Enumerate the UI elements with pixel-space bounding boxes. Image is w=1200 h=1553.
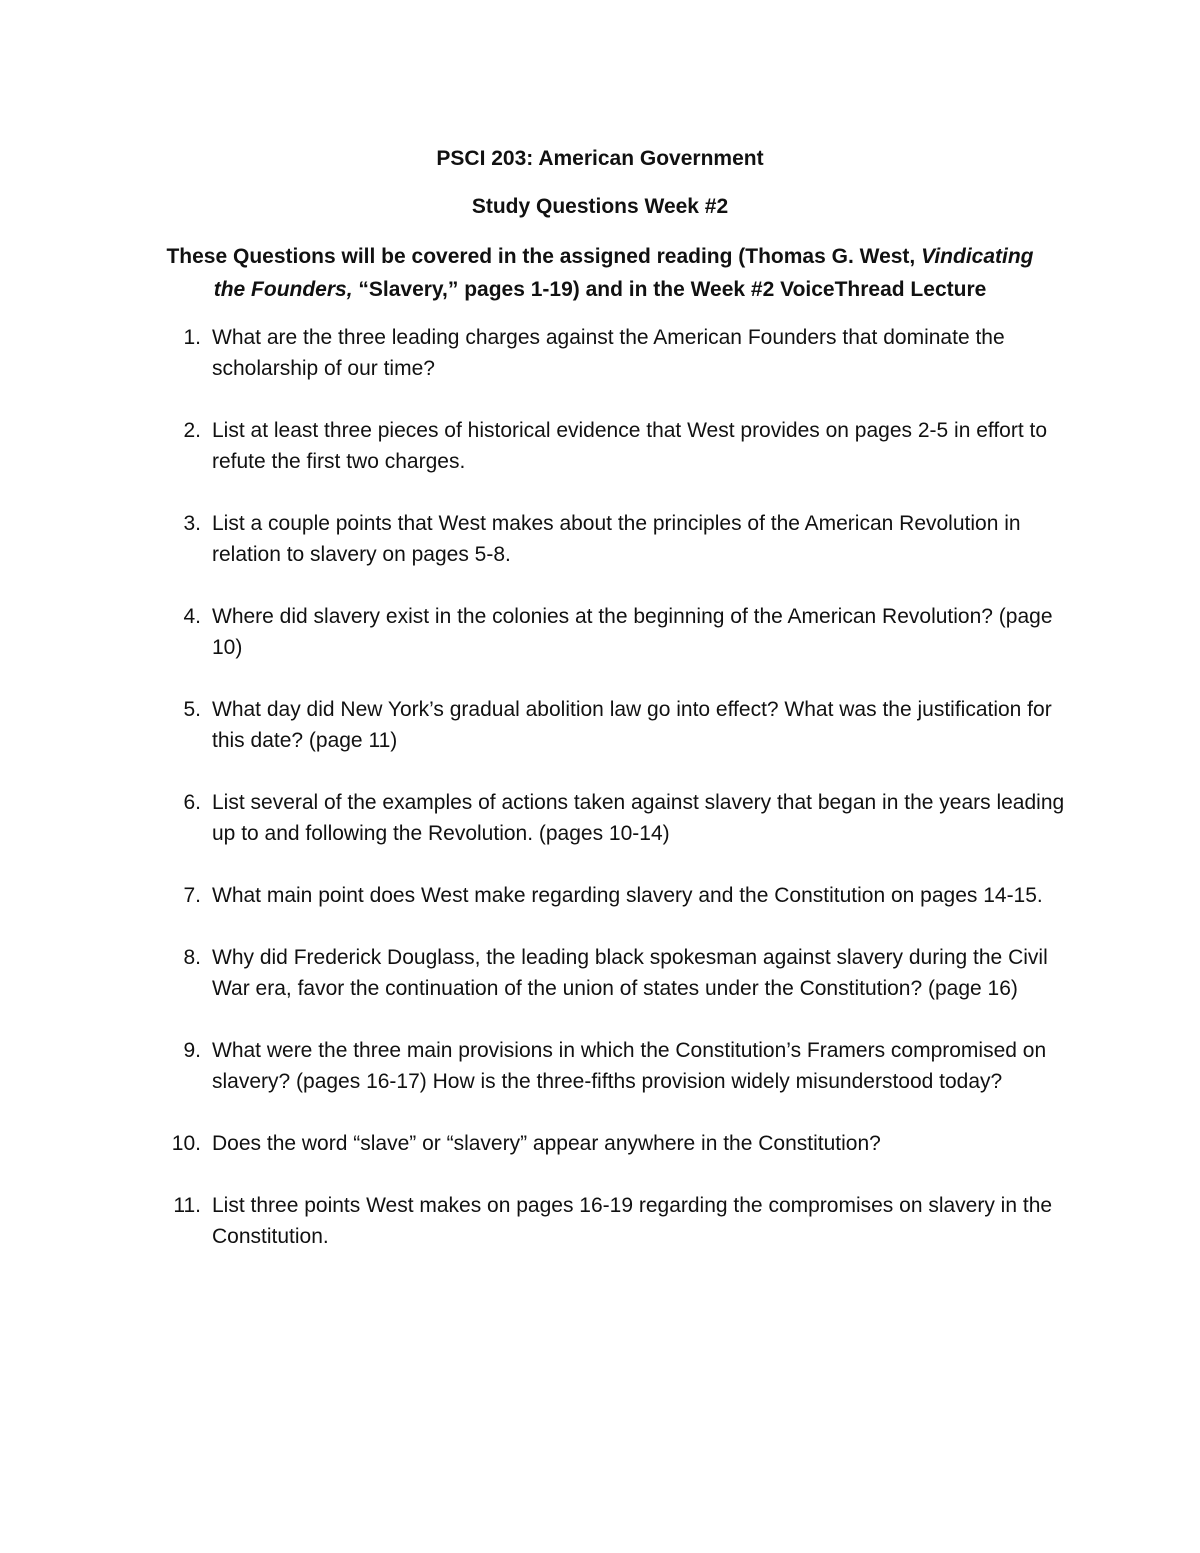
question-item [0,601,1200,663]
question-item [0,415,1200,477]
question-item [0,322,1200,384]
question-text: List three points West makes on pages 16-19 regarding the compromises on slavery in the Constitution. [212,1194,1053,1248]
question-number: 7. [183,884,201,907]
question-number: 4. [183,605,201,628]
question-text: Does the word “slave” or “slavery” appear anywhere in the Constitution? [212,1132,881,1155]
question-item [0,1128,1200,1159]
question-text: List at least three pieces of historical evidence that West provides on pages 2-5 in effort to refute the first two charges. [212,419,1048,473]
question-number: 2. [183,419,201,442]
question-item [0,880,1200,911]
question-text: Where did slavery exist in the colonies at the beginning of the American Revolution? (page 10) [212,605,1053,659]
intro-text-part2: “Slavery,” pages 1-19) and in the Week #2 VoiceThread Lecture [352,278,987,301]
question-number: 11. [173,1194,201,1217]
intro-book-title-part2: the Founders, [213,278,353,301]
question-item [0,942,1200,1004]
intro-text-part1: These Questions will be covered in the assigned reading (Thomas G. West, [166,245,922,268]
question-text: What were the three main provisions in which the Constitution’s Framers compromised on slavery? (pages 16-17) How is the three-fifths provision widely misunderstood today? [212,1039,1047,1093]
question-text: What day did New York’s gradual abolition law go into effect? What was the justification for this date? (page 11) [212,698,1052,752]
question-text: List several of the examples of actions taken against slavery that began in the years leading up to and following the Revolution. (pages 10-14) [212,791,1065,845]
question-item [0,694,1200,756]
question-text: What main point does West make regarding slavery and the Constitution on pages 14-15. [212,884,1043,907]
question-item [0,787,1200,849]
question-list [0,322,1200,1283]
question-number: 8. [183,946,201,969]
question-item [0,508,1200,570]
question-text: What are the three leading charges against the American Founders that dominate the scholarship of our time? [212,326,1005,380]
intro-line-2 [0,274,1200,306]
question-number: 5. [183,698,201,721]
question-text: Why did Frederick Douglass, the leading black spokesman against slavery during the Civil War era, favor the continuation of the union of states under the Constitution? (page 16) [212,946,1048,1000]
question-text: List a couple points that West makes about the principles of the American Revolution in relation to slavery on pages 5-8. [212,512,1021,566]
question-number: 9. [183,1039,201,1062]
question-item [0,1190,1200,1252]
question-number: 10. [171,1132,201,1155]
question-number: 3. [183,512,201,535]
course-title: PSCI 203: American Government [436,147,764,170]
intro-book-title-part1: Vindicating [921,245,1034,268]
document-subtitle: Study Questions Week #2 [471,195,729,218]
intro-line-1 [0,241,1200,273]
question-number: 6. [183,791,201,814]
question-item [0,1035,1200,1097]
question-number: 1. [183,326,201,349]
